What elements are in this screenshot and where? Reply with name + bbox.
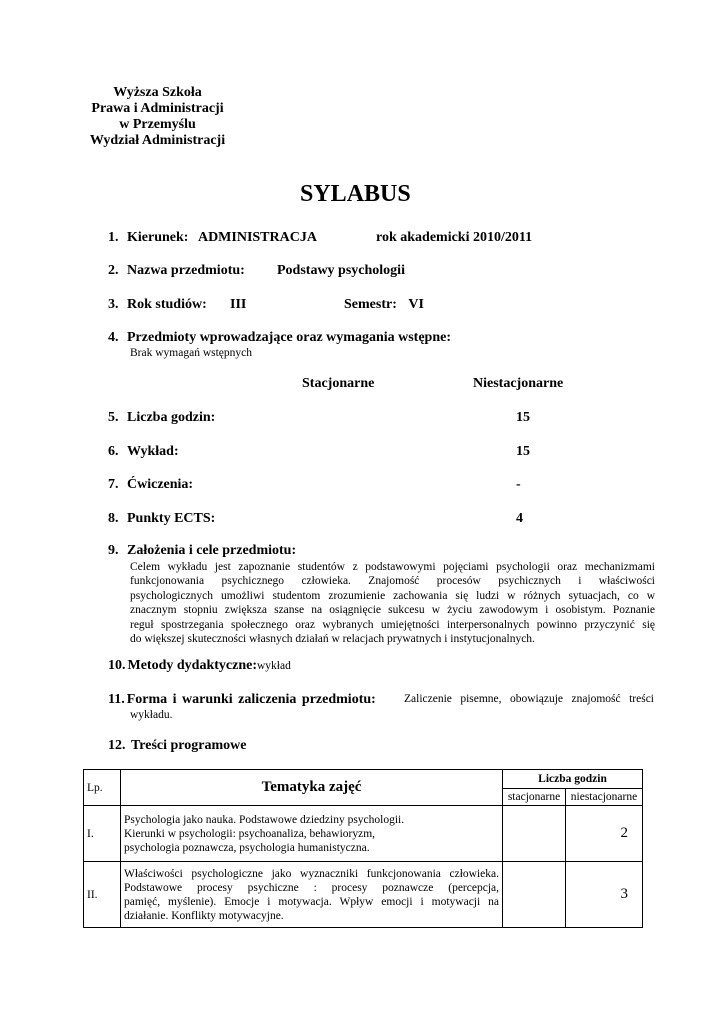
topic-line: Kierunki w psychologii: psychoanaliza, behawioryzm,	[124, 827, 376, 840]
item-9	[108, 543, 296, 559]
goals-line: psychologicznych umożliwi studentom zrozumienie zachowania się ludzi w różnych sytuacjach, co w	[130, 589, 655, 602]
row-non-stationary: 3	[566, 862, 643, 928]
header-topic: Tematyka zajęć	[121, 770, 503, 806]
item-8	[108, 511, 215, 527]
goals-line: znacznym stopniu zwiększa szanse na osiągnięcie sukcesu w życiu zawodowym i osobistym. Poznanie	[130, 604, 655, 617]
course-goals-paragraph	[130, 560, 655, 646]
item-5-label: Liczba godzin:	[127, 410, 216, 425]
goals-line: do większej skuteczności własnych działań w relacjach prywatnych i instytucjonalnych.	[130, 633, 535, 646]
item-10	[108, 658, 291, 674]
topic-line: psychologia poznawcza, psychologia humanistyczna.	[124, 841, 370, 854]
program-table	[83, 769, 643, 928]
row-stationary	[503, 862, 566, 928]
row-stationary	[503, 806, 566, 862]
goals-line: funkcjonowania psychicznego człowieka. Znajomość procesów psychicznych i właściwości	[130, 575, 655, 588]
table-row	[84, 862, 643, 928]
university-line-2: Prawa i Administracji	[91, 101, 224, 116]
item-5	[108, 410, 215, 426]
item-2-number: 2.	[108, 263, 119, 278]
header-lp: Lp.	[84, 770, 121, 806]
item-11-number: 11.	[108, 692, 125, 707]
academic-year: rok akademicki 2010/2011	[376, 230, 533, 245]
row-topic	[121, 862, 503, 928]
item-4-number: 4.	[108, 330, 119, 345]
lecture-hours-value: 15	[516, 444, 530, 459]
item-9-label: Założenia i cele przedmiotu:	[127, 543, 297, 558]
row-topic	[121, 806, 503, 862]
table-header-row	[84, 770, 643, 789]
item-1	[108, 230, 317, 246]
semester-value: VI	[408, 297, 424, 312]
item-7	[108, 477, 193, 493]
item-9-number: 9.	[108, 543, 119, 558]
row-lp: I.	[84, 806, 121, 862]
item-11	[108, 692, 376, 708]
header-stationary-col: stacjonarne	[503, 789, 566, 806]
goals-line: reguł spostrzegania społecznego oraz wybranych umiejętności interpersonalnych powinno przyczynić się	[130, 618, 655, 631]
item-7-label: Ćwiczenia:	[127, 477, 194, 492]
university-line-1: Wyższa Szkoła	[113, 85, 202, 100]
item-12-label: Treści programowe	[131, 738, 247, 753]
item-4-label: Przedmioty wprowadzające oraz wymagania wstępne:	[127, 330, 452, 345]
item-8-number: 8.	[108, 511, 119, 526]
page-title: SYLABUS	[300, 181, 411, 207]
item-11-label: Forma i warunki zaliczenia przedmiotu:	[126, 692, 376, 707]
goals-line: Celem wykładu jest zapoznanie studentów z podstawowymi pojęciami psychologii oraz mechanizmami	[130, 561, 655, 573]
item-1-label: Kierunek:	[127, 230, 189, 245]
ects-value: 4	[516, 511, 523, 526]
item-10-label: Metody dydaktyczne:	[127, 658, 257, 673]
assessment-value: Zaliczenie pisemne, obowiązuje znajomość treści	[404, 693, 654, 705]
topic-line: Właściwości psychologiczne jako wyznaczniki funkcjonowania człowieka.	[124, 867, 499, 880]
item-6-label: Wykład:	[127, 444, 179, 459]
item-2	[108, 263, 245, 279]
university-header	[80, 85, 235, 149]
item-12-number: 12.	[108, 738, 126, 753]
item-1-value: ADMINISTRACJA	[197, 230, 317, 245]
header-hours: Liczba godzin	[503, 770, 643, 789]
course-name: Podstawy psychologii	[277, 263, 405, 278]
topic-line: działanie. Konflikty motywacyjne.	[124, 909, 284, 922]
item-3-number: 3.	[108, 297, 119, 312]
item-1-number: 1.	[108, 230, 119, 245]
item-10-value: wykład	[257, 660, 291, 672]
item-4	[108, 330, 451, 346]
prerequisites-note: Brak wymagań wstępnych	[130, 347, 252, 359]
item-3-label: Rok studiów:	[127, 297, 207, 312]
assessment-value-cont: wykładu.	[130, 709, 173, 721]
semester-label: Semestr:	[344, 297, 397, 312]
item-5-number: 5.	[108, 410, 119, 425]
item-10-number: 10.	[108, 658, 126, 673]
header-non-stationary: Niestacjonarne	[473, 376, 564, 391]
item-12	[108, 738, 246, 754]
faculty-name: Wydział Administracji	[89, 133, 226, 148]
item-6-number: 6.	[108, 444, 119, 459]
semester	[344, 297, 424, 313]
year-value: III	[230, 297, 247, 312]
topic-line: pamięć, myślenie). Emocje i motywacja. Wpływ emocji i motywacji na	[124, 895, 499, 908]
exercises-hours-value: -	[516, 477, 521, 492]
topic-line: Podstawowe procesy psychiczne : procesy poznawcze (percepcja,	[124, 881, 499, 894]
row-non-stationary: 2	[566, 806, 643, 862]
topic-line: Psychologia jako nauka. Podstawowe dziedziny psychologii.	[124, 813, 405, 826]
university-line-3: w Przemyślu	[119, 117, 196, 132]
header-non-stationary-col: niestacjonarne	[566, 789, 643, 806]
hours-total-value: 15	[516, 410, 530, 425]
row-lp: II.	[84, 862, 121, 928]
item-6	[108, 444, 179, 460]
item-3	[108, 297, 207, 313]
item-8-label: Punkty ECTS:	[127, 511, 216, 526]
item-2-label: Nazwa przedmiotu:	[127, 263, 245, 278]
table-row	[84, 806, 643, 862]
item-7-number: 7.	[108, 477, 119, 492]
header-stationary: Stacjonarne	[302, 376, 375, 391]
